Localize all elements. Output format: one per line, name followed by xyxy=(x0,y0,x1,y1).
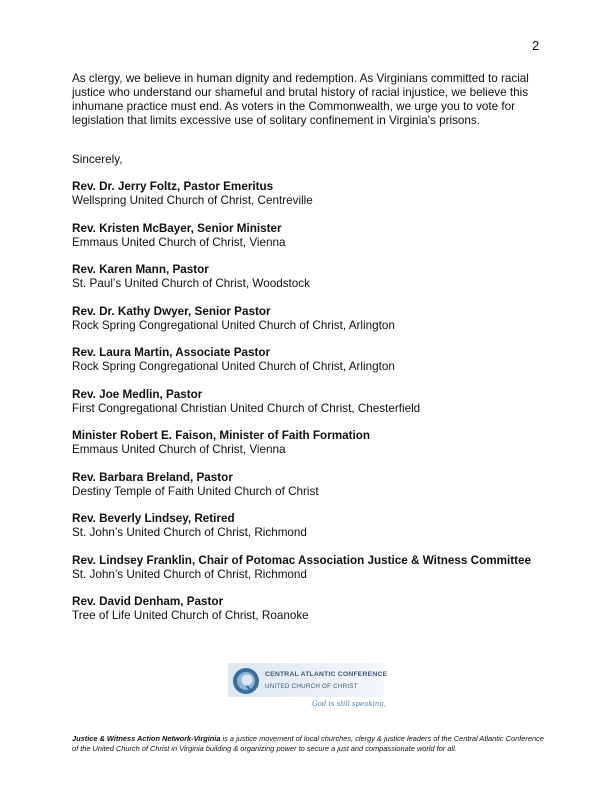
page-number: 2 xyxy=(532,38,540,53)
letter-closing: Sincerely, xyxy=(72,153,123,166)
signatory-name: Rev. Beverly Lindsey, Retired xyxy=(72,512,235,525)
signatory xyxy=(72,180,542,208)
signatory xyxy=(72,595,542,623)
signatory xyxy=(72,388,542,416)
signatory xyxy=(72,346,542,374)
signatory xyxy=(72,429,542,457)
signatory xyxy=(72,512,542,540)
signatory-church: First Congregational Christian United Church of Christ, Chesterfield xyxy=(72,401,421,415)
signatory-church: Rock Spring Congregational United Church of Christ, Arlington xyxy=(72,318,395,332)
signatory xyxy=(72,222,542,250)
signatory-list xyxy=(72,180,542,637)
signatory-church: Destiny Temple of Faith United Church of Christ xyxy=(72,484,319,498)
signatory xyxy=(72,263,542,291)
signatory xyxy=(72,471,542,499)
signatory-name: Rev. Laura Martin, Associate Pastor xyxy=(72,346,271,359)
logo-denomination: UNITED CHURCH OF CHRIST xyxy=(265,683,358,690)
signatory-church: Wellspring United Church of Christ, Centreville xyxy=(72,194,313,207)
logo-tagline: God is still speaking, xyxy=(312,700,386,708)
signatory-name: Rev. Dr. Jerry Foltz, Pastor Emeritus xyxy=(72,180,274,193)
signatory-church: Emmaus United Church of Christ, Vienna xyxy=(72,235,286,249)
signatory-church: St. Paul’s United Church of Christ, Woodstock xyxy=(72,277,310,290)
footer-organization: Justice & Witness Action Network-Virginia xyxy=(72,734,221,743)
signatory xyxy=(72,554,542,582)
logo-conference-name: CENTRAL ATLANTIC CONFERENCE xyxy=(265,671,388,678)
signatory-name: Rev. David Denham, Pastor xyxy=(72,595,224,608)
signatory-name: Rev. Karen Mann, Pastor xyxy=(72,263,209,276)
conference-logo xyxy=(228,663,388,713)
signatory-name: Rev. Lindsey Franklin, Chair of Potomac Association Justice & Witness Committee xyxy=(72,553,532,567)
signatory-church: Emmaus United Church of Christ, Vienna xyxy=(72,443,286,456)
signatory-name: Rev. Barbara Breland, Pastor xyxy=(72,470,233,484)
signatory-name: Rev. Kristen McBayer, Senior Minister xyxy=(72,221,282,235)
signatory-church: St. John’s United Church of Christ, Richmond xyxy=(72,526,307,539)
footer-description: is a justice movement of local churches, clergy & justice leaders of the Central Atlantic Conference of the United Church of Christ in Virginia building & organizing power to secure a just and compassionate world for all. xyxy=(72,734,544,753)
signatory-name: Rev. Joe Medlin, Pastor xyxy=(72,387,203,401)
signatory-church: St. John’s United Church of Christ, Richmond xyxy=(72,567,307,581)
footer-note xyxy=(72,734,544,754)
signatory-church: Rock Spring Congregational United Church of Christ, Arlington xyxy=(72,360,395,373)
signatory xyxy=(72,305,542,333)
letter-body: As clergy, we believe in human dignity and redemption. As Virginians committed to racial justice who understand our shameful and brutal history of racial injustice, we believe this inhumane practice must end. As voters in the Commonwealth, we urge you to vote for legislation that limits excessive use of solitary confinement in Virginia's prisons. xyxy=(72,72,529,127)
signatory-name: Rev. Dr. Kathy Dwyer, Senior Pastor xyxy=(72,304,271,318)
swirl-comma-icon xyxy=(230,665,262,697)
signatory-name: Minister Robert E. Faison, Minister of Faith Formation xyxy=(72,429,371,442)
signatory-church: Tree of Life United Church of Christ, Roanoke xyxy=(72,609,309,622)
